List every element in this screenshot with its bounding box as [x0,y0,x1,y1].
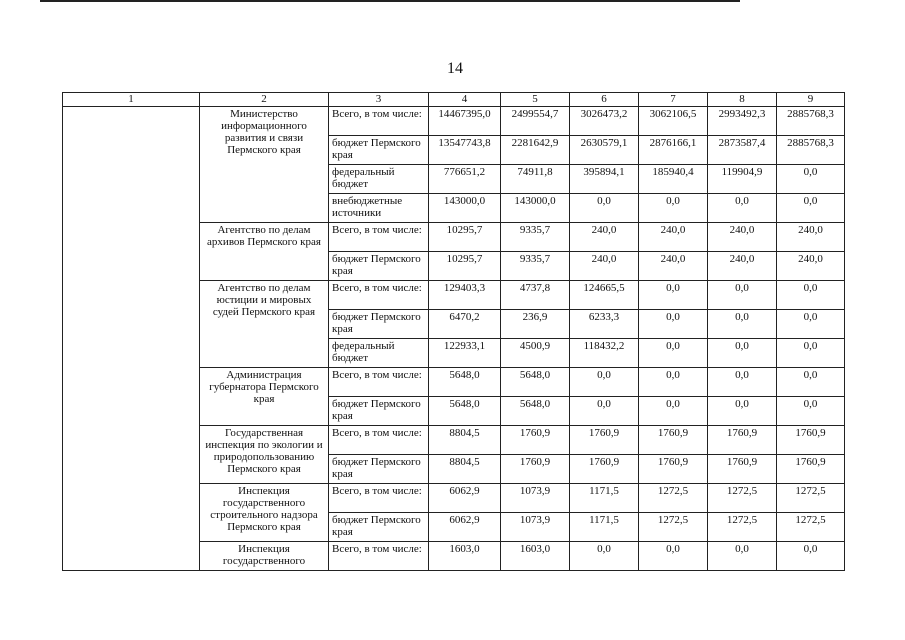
amount-cell-col-6: 0,0 [570,542,639,571]
amount-cell-col-8: 1760,9 [708,455,777,484]
amount-cell-col-4: 8804,5 [429,455,501,484]
funding-source-cell: бюджет Пермского края [329,513,429,542]
amount-cell-col-5: 1073,9 [501,513,570,542]
funding-source-cell: бюджет Пермского края [329,252,429,281]
amount-cell-col-9: 1272,5 [777,484,845,513]
organization-name-cell: Министерство информационного развития и связи Пермского края [200,107,329,223]
header-col-7: 7 [639,93,708,107]
amount-cell-col-4: 8804,5 [429,426,501,455]
amount-cell-col-8: 1760,9 [708,426,777,455]
table-header-row [63,93,845,107]
amount-cell-col-9: 1760,9 [777,426,845,455]
amount-cell-col-6: 240,0 [570,223,639,252]
amount-cell-col-7: 0,0 [639,339,708,368]
amount-cell-col-6: 1760,9 [570,455,639,484]
funding-source-cell: внебюджетные источники [329,194,429,223]
amount-cell-col-4: 776651,2 [429,165,501,194]
amount-cell-col-5: 1760,9 [501,426,570,455]
amount-cell-col-9: 2885768,3 [777,107,845,136]
funding-source-cell: Всего, в том числе: [329,542,429,571]
amount-cell-col-8: 119904,9 [708,165,777,194]
header-col-9: 9 [777,93,845,107]
organization-name-cell: Государственная инспекция по экологии и природопользованию Пермского края [200,426,329,484]
amount-cell-col-5: 1073,9 [501,484,570,513]
amount-cell-col-8: 1272,5 [708,484,777,513]
amount-cell-col-8: 0,0 [708,194,777,223]
budget-table [62,92,845,571]
table-body [63,107,845,571]
funding-source-cell: бюджет Пермского края [329,136,429,165]
amount-cell-col-9: 0,0 [777,339,845,368]
amount-cell-col-7: 0,0 [639,281,708,310]
amount-cell-col-6: 0,0 [570,368,639,397]
amount-cell-col-7: 240,0 [639,223,708,252]
amount-cell-col-4: 6062,9 [429,484,501,513]
funding-source-cell: бюджет Пермского края [329,310,429,339]
amount-cell-col-8: 0,0 [708,542,777,571]
amount-cell-col-7: 0,0 [639,397,708,426]
amount-cell-col-6: 0,0 [570,194,639,223]
organization-name-cell: Агентство по делам архивов Пермского края [200,223,329,281]
table-row [63,107,845,136]
funding-source-cell: федеральный бюджет [329,339,429,368]
amount-cell-col-4: 143000,0 [429,194,501,223]
amount-cell-col-4: 122933,1 [429,339,501,368]
amount-cell-col-7: 0,0 [639,194,708,223]
amount-cell-col-8: 0,0 [708,397,777,426]
amount-cell-col-7: 0,0 [639,368,708,397]
amount-cell-col-5: 4500,9 [501,339,570,368]
amount-cell-col-4: 6062,9 [429,513,501,542]
amount-cell-col-7: 1760,9 [639,426,708,455]
amount-cell-col-9: 0,0 [777,194,845,223]
funding-source-cell: Всего, в том числе: [329,484,429,513]
amount-cell-col-8: 0,0 [708,310,777,339]
funding-source-cell: Всего, в том числе: [329,281,429,310]
header-col-2: 2 [200,93,329,107]
amount-cell-col-5: 74911,8 [501,165,570,194]
amount-cell-col-5: 1603,0 [501,542,570,571]
header-col-1: 1 [63,93,200,107]
amount-cell-col-9: 240,0 [777,252,845,281]
amount-cell-col-5: 5648,0 [501,397,570,426]
amount-cell-col-8: 2993492,3 [708,107,777,136]
funding-source-cell: Всего, в том числе: [329,368,429,397]
empty-col-1-cell [63,107,200,571]
amount-cell-col-8: 0,0 [708,281,777,310]
amount-cell-col-5: 4737,8 [501,281,570,310]
amount-cell-col-6: 1760,9 [570,426,639,455]
amount-cell-col-4: 14467395,0 [429,107,501,136]
organization-name-cell: Инспекция государственного [200,542,329,571]
amount-cell-col-6: 1171,5 [570,484,639,513]
organization-name-cell: Инспекция государственного строительного надзора Пермского края [200,484,329,542]
amount-cell-col-7: 3062106,5 [639,107,708,136]
amount-cell-col-9: 1272,5 [777,513,845,542]
organization-name-cell: Агентство по делам юстиции и мировых судей Пермского края [200,281,329,368]
amount-cell-col-6: 0,0 [570,397,639,426]
amount-cell-col-6: 118432,2 [570,339,639,368]
amount-cell-col-9: 0,0 [777,281,845,310]
funding-source-cell: федеральный бюджет [329,165,429,194]
amount-cell-col-4: 5648,0 [429,397,501,426]
amount-cell-col-7: 240,0 [639,252,708,281]
scan-top-rule [40,0,740,2]
amount-cell-col-9: 0,0 [777,165,845,194]
amount-cell-col-9: 1760,9 [777,455,845,484]
amount-cell-col-5: 5648,0 [501,368,570,397]
header-col-4: 4 [429,93,501,107]
amount-cell-col-8: 2873587,4 [708,136,777,165]
header-col-3: 3 [329,93,429,107]
amount-cell-col-7: 1272,5 [639,484,708,513]
header-col-5: 5 [501,93,570,107]
amount-cell-col-6: 2630579,1 [570,136,639,165]
amount-cell-col-8: 0,0 [708,339,777,368]
amount-cell-col-9: 0,0 [777,310,845,339]
amount-cell-col-4: 6470,2 [429,310,501,339]
amount-cell-col-4: 10295,7 [429,223,501,252]
amount-cell-col-5: 9335,7 [501,223,570,252]
amount-cell-col-5: 9335,7 [501,252,570,281]
amount-cell-col-7: 1760,9 [639,455,708,484]
amount-cell-col-4: 129403,3 [429,281,501,310]
amount-cell-col-4: 10295,7 [429,252,501,281]
funding-source-cell: Всего, в том числе: [329,426,429,455]
amount-cell-col-6: 3026473,2 [570,107,639,136]
amount-cell-col-6: 6233,3 [570,310,639,339]
amount-cell-col-4: 5648,0 [429,368,501,397]
amount-cell-col-6: 240,0 [570,252,639,281]
amount-cell-col-4: 1603,0 [429,542,501,571]
amount-cell-col-5: 2499554,7 [501,107,570,136]
funding-source-cell: Всего, в том числе: [329,223,429,252]
amount-cell-col-6: 1171,5 [570,513,639,542]
header-col-6: 6 [570,93,639,107]
amount-cell-col-6: 395894,1 [570,165,639,194]
amount-cell-col-8: 240,0 [708,252,777,281]
amount-cell-col-8: 1272,5 [708,513,777,542]
amount-cell-col-4: 13547743,8 [429,136,501,165]
page-number: 14 [447,60,463,77]
amount-cell-col-9: 240,0 [777,223,845,252]
amount-cell-col-9: 0,0 [777,397,845,426]
funding-source-cell: бюджет Пермского края [329,397,429,426]
amount-cell-col-7: 1272,5 [639,513,708,542]
amount-cell-col-5: 1760,9 [501,455,570,484]
amount-cell-col-6: 124665,5 [570,281,639,310]
amount-cell-col-8: 0,0 [708,368,777,397]
organization-name-cell: Администрация губернатора Пермского края [200,368,329,426]
amount-cell-col-7: 0,0 [639,310,708,339]
amount-cell-col-8: 240,0 [708,223,777,252]
amount-cell-col-9: 2885768,3 [777,136,845,165]
amount-cell-col-7: 185940,4 [639,165,708,194]
amount-cell-col-5: 236,9 [501,310,570,339]
amount-cell-col-5: 2281642,9 [501,136,570,165]
amount-cell-col-7: 0,0 [639,542,708,571]
amount-cell-col-5: 143000,0 [501,194,570,223]
amount-cell-col-7: 2876166,1 [639,136,708,165]
amount-cell-col-9: 0,0 [777,368,845,397]
funding-source-cell: Всего, в том числе: [329,107,429,136]
amount-cell-col-9: 0,0 [777,542,845,571]
header-col-8: 8 [708,93,777,107]
funding-source-cell: бюджет Пермского края [329,455,429,484]
